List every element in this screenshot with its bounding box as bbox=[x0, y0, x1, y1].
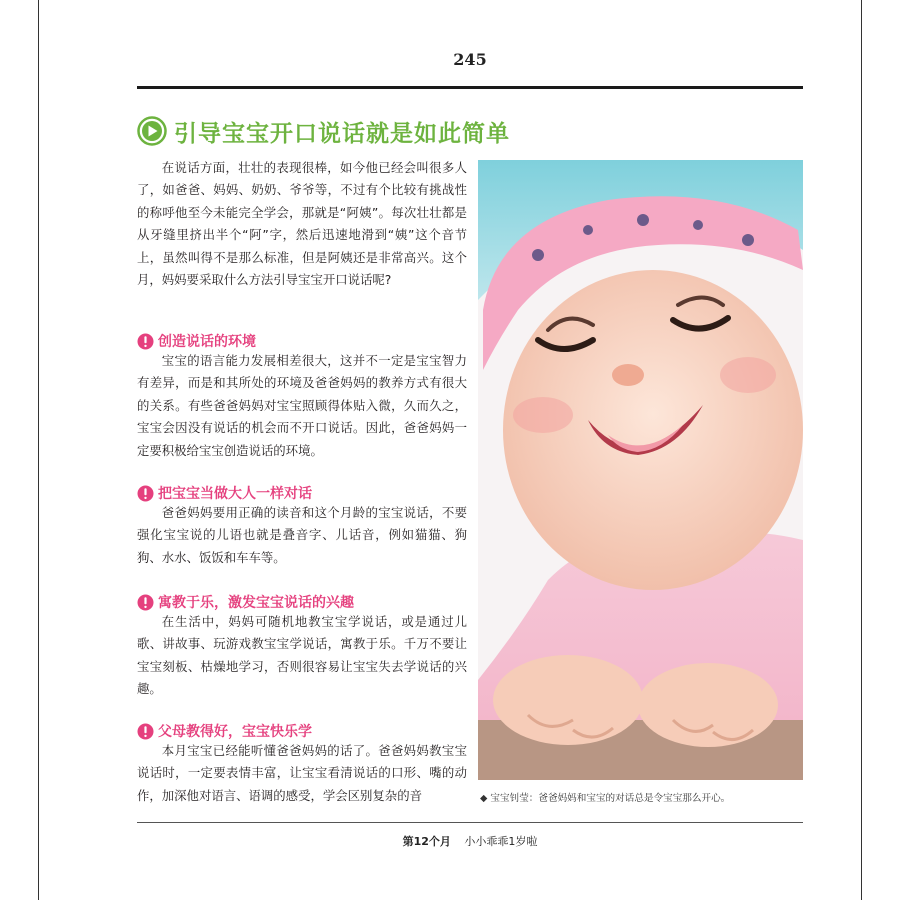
section-title-text: 引导宝宝开口说话就是如此简单 bbox=[174, 120, 510, 147]
exclamation-circle-icon bbox=[137, 594, 154, 611]
footer-chapter: 第12个月 bbox=[402, 835, 451, 848]
sub-heading-fun-learning bbox=[137, 592, 354, 612]
page-footer bbox=[0, 833, 900, 849]
intro-block bbox=[137, 157, 467, 291]
footer-book-title: 小小乖乖1岁啦 bbox=[464, 835, 538, 848]
sub-heading-parents-teach bbox=[137, 721, 312, 741]
footer-rule bbox=[137, 822, 803, 823]
baby-illustration bbox=[478, 160, 803, 780]
section-title bbox=[137, 114, 510, 148]
sub-heading-text: 寓教于乐，激发宝宝说话的兴趣 bbox=[158, 595, 354, 611]
section-paragraph: 爸爸妈妈要用正确的读音和这个月龄的宝宝说话，不要强化宝宝说的儿语也就是叠音字、儿话音，例如猫猫、狗狗、水水、饭饭和车车等。 bbox=[137, 505, 467, 565]
sub-heading-text: 把宝宝当做大人一样对话 bbox=[158, 486, 312, 502]
exclamation-circle-icon bbox=[137, 485, 154, 502]
exclamation-circle-icon bbox=[137, 333, 154, 350]
page-edge-left bbox=[38, 0, 39, 900]
sub-heading-text: 父母教得好，宝宝快乐学 bbox=[158, 724, 312, 740]
section-body-parents-teach bbox=[137, 740, 467, 807]
section-paragraph: 本月宝宝已经能听懂爸爸妈妈的话了。爸爸妈妈教宝宝说话时，一定要表情丰富，让宝宝看清说话的口形、嘴的动作，加深他对语言、语调的感受，学会区别复杂的音 bbox=[137, 743, 467, 803]
section-body-fun-learning bbox=[137, 611, 467, 701]
page-edge-right bbox=[861, 0, 862, 900]
section-body-adult-talk bbox=[137, 502, 467, 569]
section-body-environment bbox=[137, 350, 467, 462]
baby-photo bbox=[478, 160, 803, 780]
play-circle-icon bbox=[137, 116, 167, 146]
section-paragraph: 在生活中，妈妈可随机地教宝宝学说话，或是通过儿歌、讲故事、玩游戏教宝宝学说话，寓教于乐。千万不要让宝宝刻板、枯燥地学习，否则很容易让宝宝失去学说话的兴趣。 bbox=[137, 614, 467, 697]
section-paragraph: 宝宝的语言能力发展相差很大，这并不一定是宝宝智力有差异，而是和其所处的环境及爸爸妈妈的教养方式有很大的关系。有些爸爸妈妈对宝宝照顾得体贴入微，久而久之，宝宝会因没有说话的机会而不开口说话。因此，爸爸妈妈一定要积极给宝宝创造说话的环境。 bbox=[137, 353, 467, 458]
sub-heading-environment bbox=[137, 331, 256, 351]
page-number: 245 bbox=[453, 50, 487, 69]
sub-heading-adult-talk bbox=[137, 483, 312, 503]
exclamation-circle-icon bbox=[137, 723, 154, 740]
sub-heading-text: 创造说话的环境 bbox=[158, 334, 256, 350]
photo-caption: ◆ 宝宝钊莹：爸爸妈妈和宝宝的对话总是令宝宝那么开心。 bbox=[480, 793, 731, 804]
header-rule bbox=[137, 86, 803, 89]
intro-paragraph: 在说话方面，壮壮的表现很棒，如今他已经会叫很多人了，如爸爸、妈妈、奶奶、爷爷等，不过有个比较有挑战性的称呼他至今未能完全学会，那就是“阿姨”。每次壮壮都是从牙缝里挤出半个“阿”字，然后迅速地滑到“姨”这个音节上，虽然叫得不是那么标准，但是阿姨还是非常高兴。这个月，妈妈要采取什么方法引导宝宝开口说话呢? bbox=[137, 160, 467, 288]
